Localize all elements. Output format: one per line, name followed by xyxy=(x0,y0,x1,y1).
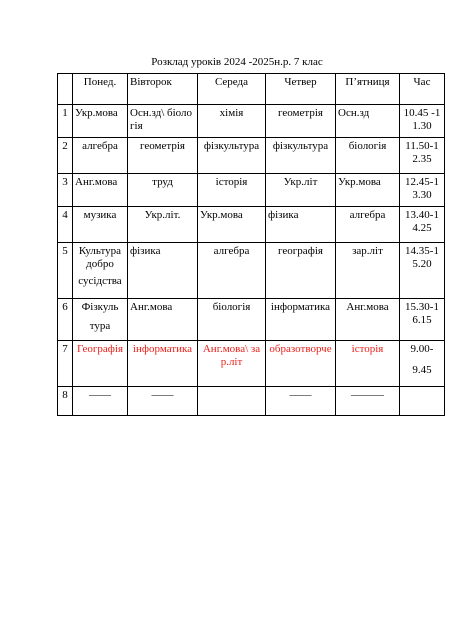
cell-thursday: фізкультура xyxy=(266,138,336,174)
cell-wednesday: історія xyxy=(198,174,266,207)
cell-friday: Анг.мова xyxy=(336,299,400,341)
cell-friday: історія xyxy=(336,341,400,387)
cell-friday: біологія xyxy=(336,138,400,174)
cell-wednesday: біологія xyxy=(198,299,266,341)
header-time: Час xyxy=(400,74,445,105)
lesson-number: 6 xyxy=(58,299,73,341)
table-row xyxy=(58,174,445,207)
cell-thursday: образотворче xyxy=(266,341,336,387)
cell-wednesday: хімія xyxy=(198,105,266,138)
table-row xyxy=(58,105,445,138)
cell-monday: музика xyxy=(73,207,128,243)
cell-friday: Укр.мова xyxy=(336,174,400,207)
cell-monday: Географія xyxy=(73,341,128,387)
cell-tuesday: геометрія xyxy=(128,138,198,174)
cell-time: 15.30-16.15 xyxy=(400,299,445,341)
table-row xyxy=(58,138,445,174)
table-row xyxy=(58,207,445,243)
cell-monday-line-2: добро xyxy=(86,258,114,270)
cell-tuesday: Осн.зд\ біологія xyxy=(128,105,198,138)
cell-monday: Анг.мова xyxy=(73,174,128,207)
cell-monday: —— xyxy=(73,387,128,416)
cell-time: 11.50-12.35 xyxy=(400,138,445,174)
cell-time: 12.45-13.30 xyxy=(400,174,445,207)
cell-wednesday: Укр.мова xyxy=(198,207,266,243)
lesson-number: 8 xyxy=(58,387,73,416)
lesson-number: 7 xyxy=(58,341,73,387)
table-row xyxy=(58,341,445,387)
cell-monday: Укр.мова xyxy=(73,105,128,138)
cell-tuesday: Анг.мова xyxy=(128,299,198,341)
cell-friday: алгебра xyxy=(336,207,400,243)
cell-thursday: Укр.літ xyxy=(266,174,336,207)
lesson-number: 4 xyxy=(58,207,73,243)
page-title: Розклад уроків 2024 -2025н.р. 7 клас xyxy=(151,56,323,68)
cell-friday: ——— xyxy=(336,387,400,416)
cell-thursday: —— xyxy=(266,387,336,416)
lesson-number: 5 xyxy=(58,243,73,299)
cell-time xyxy=(400,341,445,387)
table-row xyxy=(58,243,445,299)
cell-tuesday: труд xyxy=(128,174,198,207)
cell-time xyxy=(400,387,445,416)
cell-monday: алгебра xyxy=(73,138,128,174)
cell-wednesday: алгебра xyxy=(198,243,266,299)
lesson-number: 1 xyxy=(58,105,73,138)
cell-tuesday: Укр.літ. xyxy=(128,207,198,243)
header-wednesday: Середа xyxy=(198,74,266,105)
cell-thursday: фізика xyxy=(266,207,336,243)
header-tuesday: Вівторок xyxy=(128,74,198,105)
lesson-number: 3 xyxy=(58,174,73,207)
cell-monday-line-2: тура xyxy=(89,320,111,332)
header-num xyxy=(58,74,73,105)
cell-monday-line-3: сусідства xyxy=(78,275,122,287)
cell-time: 10.45 -11.30 xyxy=(400,105,445,138)
lesson-number: 2 xyxy=(58,138,73,174)
cell-monday xyxy=(73,243,128,299)
cell-monday xyxy=(73,299,128,341)
table-row xyxy=(58,387,445,416)
cell-wednesday: Анг.мова\ зар.літ xyxy=(198,341,266,387)
header-monday: Понед. xyxy=(73,74,128,105)
cell-wednesday xyxy=(198,387,266,416)
cell-time-line-2: 9.45 xyxy=(412,364,432,376)
cell-time-line-1: 9.00- xyxy=(410,343,434,355)
cell-monday-line-1: Культура xyxy=(78,245,122,257)
table-row xyxy=(58,299,445,341)
cell-time: 13.40-14.25 xyxy=(400,207,445,243)
cell-wednesday: фізкультура xyxy=(198,138,266,174)
cell-time: 14.35-15.20 xyxy=(400,243,445,299)
cell-tuesday: —— xyxy=(128,387,198,416)
schedule-table xyxy=(57,73,445,416)
header-row xyxy=(58,74,445,105)
header-friday: П’ятниця xyxy=(336,74,400,105)
cell-friday: зар.літ xyxy=(336,243,400,299)
header-thursday: Четвер xyxy=(266,74,336,105)
cell-thursday: інформатика xyxy=(266,299,336,341)
cell-monday-line-1: Фізкуль xyxy=(81,301,119,313)
cell-tuesday: інформатика xyxy=(128,341,198,387)
cell-thursday: геометрія xyxy=(266,105,336,138)
cell-thursday: географія xyxy=(266,243,336,299)
cell-tuesday: фізика xyxy=(128,243,198,299)
cell-friday: Осн.зд xyxy=(336,105,400,138)
